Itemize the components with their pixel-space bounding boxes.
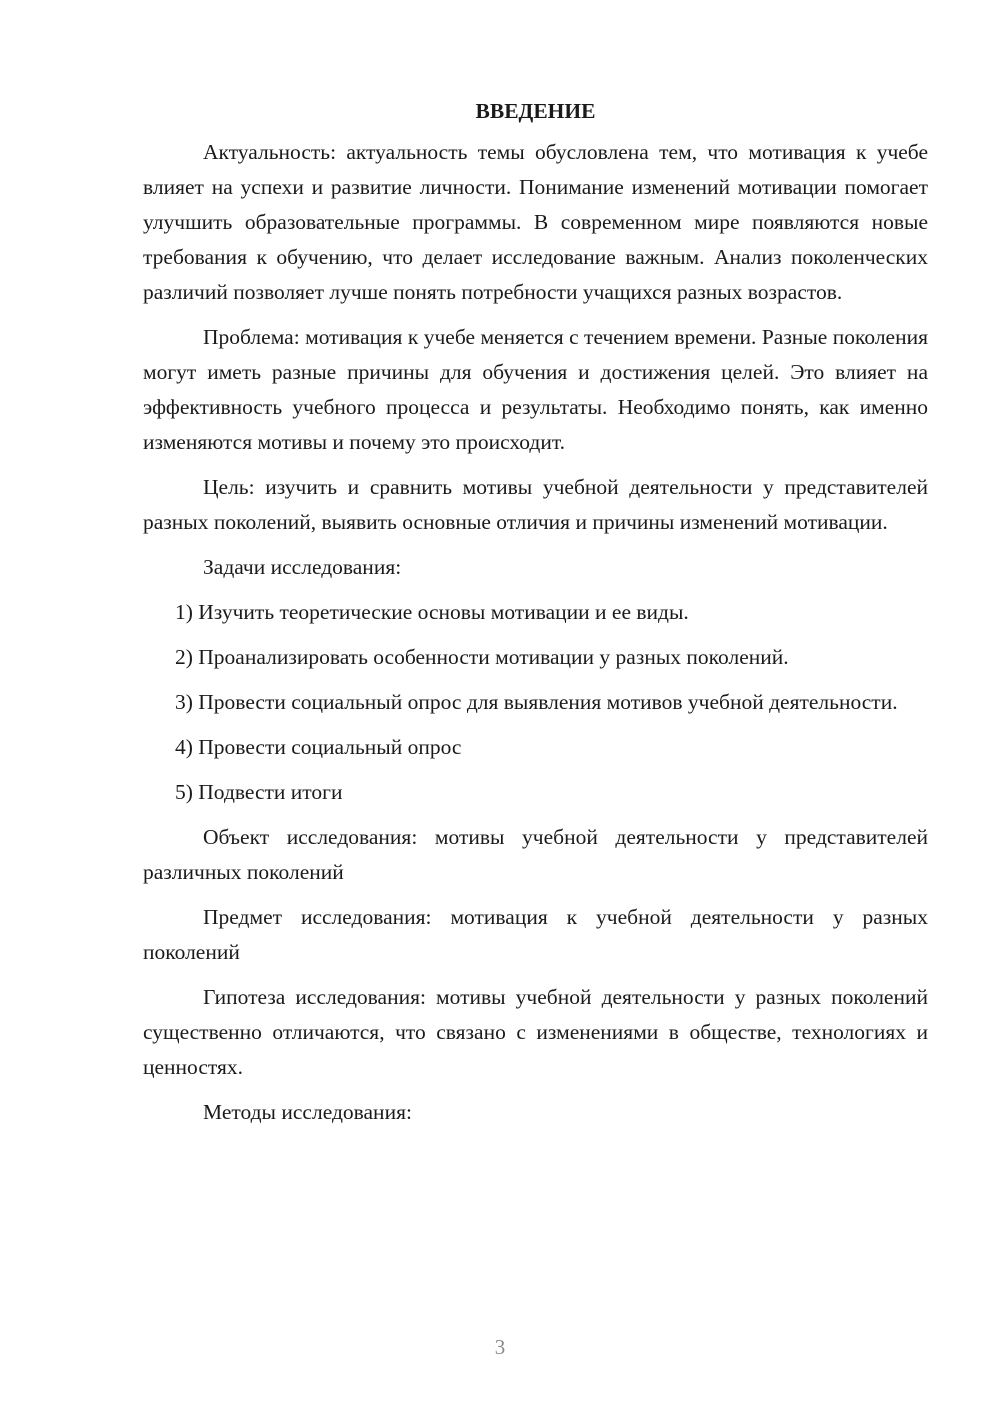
task-item-1: 1) Изучить теоретические основы мотивации и ее виды. xyxy=(175,600,689,624)
task-item-2: 2) Проанализировать особенности мотивации у разных поколений. xyxy=(175,645,789,669)
page-number: 3 xyxy=(494,1335,506,1359)
goal-paragraph: Цель: изучить и сравнить мотивы учебной деятельности у представителей разных поколений, выявить основные отличия и причины изменений мотивации. xyxy=(143,475,928,534)
relevance-paragraph: Актуальность: актуальность темы обусловлена тем, что мотивация к учебе влияет на успехи и развитие личности. Понимание изменений мотивации помогает улучшить образовательные программы. В современном мире появляются новые требования к обучению, что делает исследование важным. Анализ поколенческих различий позволяет лучше понять потребности учащихся разных возрастов. xyxy=(143,140,928,304)
task-item-5: 5) Подвести итоги xyxy=(175,780,343,804)
tasks-heading: Задачи исследования: xyxy=(203,555,402,579)
hypothesis-paragraph: Гипотеза исследования: мотивы учебной деятельности у разных поколений существенно отличаются, что связано с изменениями в обществе, технологиях и ценностях. xyxy=(143,985,928,1079)
subject-paragraph: Предмет исследования: мотивация к учебной деятельности у разных поколений xyxy=(143,905,928,964)
methods-heading: Методы исследования: xyxy=(203,1100,412,1124)
page-title: ВВЕДЕНИЕ xyxy=(475,99,596,123)
task-item-3: 3) Провести социальный опрос для выявления мотивов учебной деятельности. xyxy=(175,690,898,714)
object-paragraph: Объект исследования: мотивы учебной деятельности у представителей различных поколений xyxy=(143,825,928,884)
task-item-4: 4) Провести социальный опрос xyxy=(175,735,462,759)
page-content xyxy=(143,94,928,1140)
problem-paragraph: Проблема: мотивация к учебе меняется с течением времени. Разные поколения могут иметь разные причины для обучения и достижения целей. Это влияет на эффективность учебного процесса и результаты. Необходимо понять, как именно изменяются мотивы и почему это происходит. xyxy=(143,325,928,454)
